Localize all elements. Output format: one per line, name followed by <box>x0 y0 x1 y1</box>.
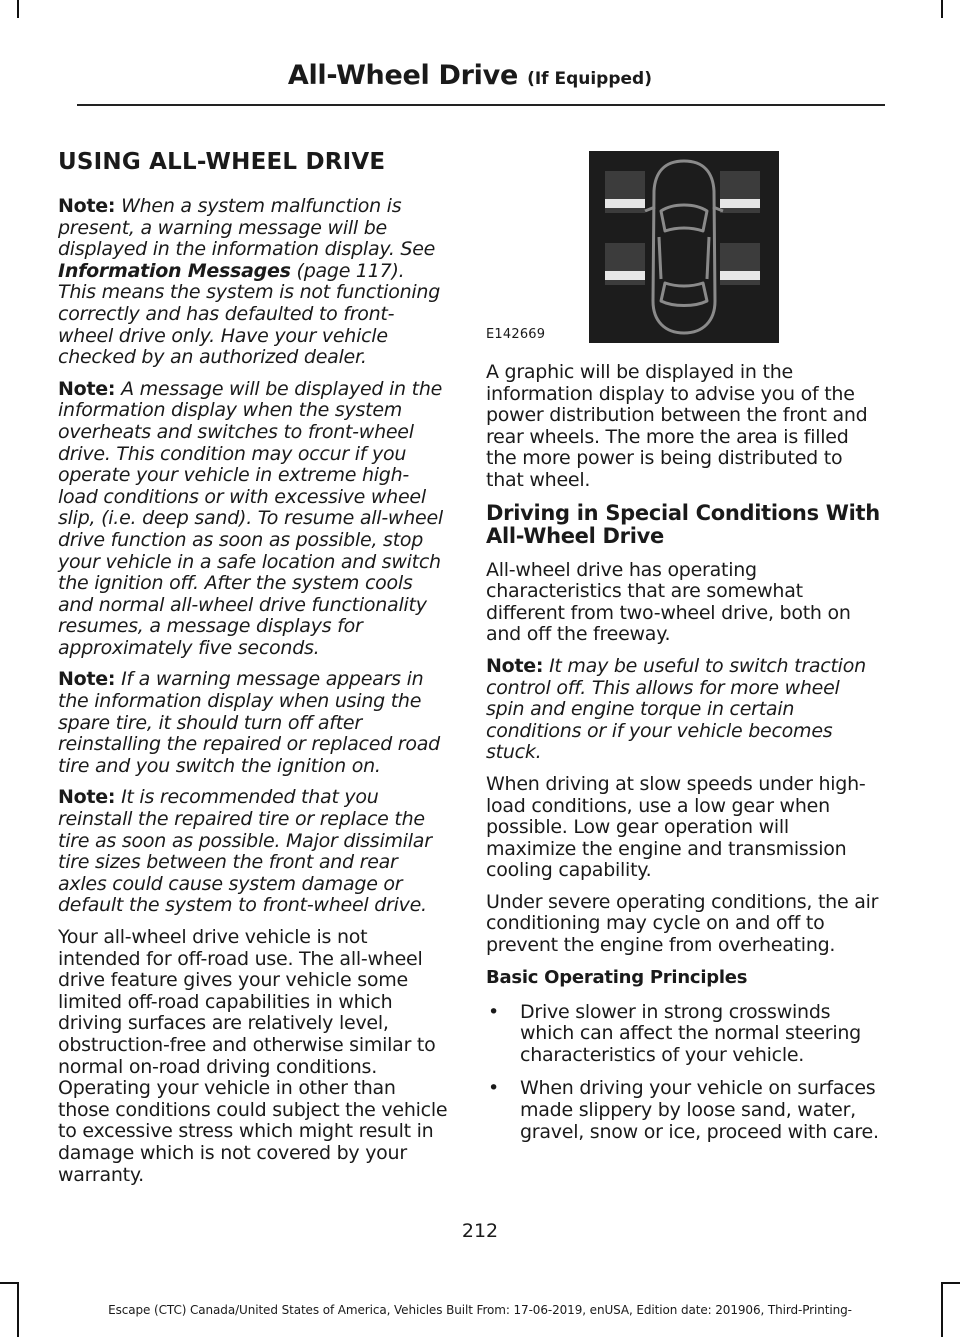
crop-mark-bottom-left-h <box>0 1282 18 1284</box>
principles-list <box>486 1002 880 1144</box>
crop-mark-top-right <box>941 0 943 18</box>
rear-left-wheel-fill <box>605 271 645 280</box>
information-messages-link[interactable]: Information Messages <box>58 259 291 282</box>
note-spare-tire: Note: If a warning message appears in the information display when using the spare tire, it should turn off after reinstalling the repaired or replaced road tire and you switch the ignition on. <box>58 668 440 777</box>
low-gear-paragraph: When driving at slow speeds under high-load conditions, use a low gear when possible. Low gear operation will maximize the engine and transmission cooling capability. <box>486 772 866 882</box>
bullet-icon: • <box>488 1000 499 1023</box>
header-rule <box>77 104 885 106</box>
note-malfunction: Note: When a system malfunction is present, a warning message will be displayed in the information display. See Information Messages (page 117). This means the system is not functioning correctly and has defaulted to front-wheel drive only. Have your vehicle checked by an authorized dealer. <box>58 195 441 369</box>
page-number: 212 <box>461 1220 499 1242</box>
bullet-icon: • <box>488 1077 499 1100</box>
crop-mark-bottom-right-h <box>942 1282 960 1284</box>
graphic-description: A graphic will be displayed in the information display to advise you of the power distribution between the front and rear wheels. The more the area is filled the more power is being distributed to that wheel. <box>486 361 868 491</box>
air-conditioning-paragraph: Under severe operating conditions, the air conditioning may cycle on and off to prevent the engine from overheating. <box>486 890 879 957</box>
figure-id: E142669 <box>486 327 546 343</box>
page-footer: Escape (CTC) Canada/United States of America, Vehicles Built From: 17-06-2019, enUSA, Edition date: 201906, Third-Printing- <box>108 1303 852 1317</box>
special-conditions-heading: Driving in Special Conditions With All-Wheel Drive <box>486 500 880 548</box>
note-overheat: Note: A message will be displayed in the information display when the system overheats and switches to front-wheel drive. This condition may occur if you operate your vehicle in extreme high-load conditions or with excessive wheel slip, (i.e. deep sand). To resume all-wheel drive function as soon as possible, stop your vehicle in a safe location and switch the ignition off. After the system cools and normal all-wheel drive functionality resumes, a message displays for approximately five seconds. <box>58 377 443 659</box>
right-column <box>486 148 880 1155</box>
power-distribution-figure <box>486 148 880 348</box>
rear-right-wheel-fill <box>720 271 760 280</box>
note-reinstall-tire: Note: It is recommended that you reinstall the repaired tire or replace the tire as soon as possible. Major dissimilar tire sizes between the front and rear axles could cause system damage or default the system to front-wheel drive. <box>58 786 432 917</box>
basic-principles-heading: Basic Operating Principles <box>486 966 748 988</box>
note-traction-control: Note: It may be useful to switch traction control off. This allows for more wheel spin and engine torque in certain conditions or if your vehicle becomes stuck. <box>486 654 866 764</box>
front-left-wheel-fill <box>605 199 645 208</box>
list-item: • When driving your vehicle on surfaces made slippery by loose sand, water, gravel, snow or ice, proceed with care. <box>488 1077 879 1143</box>
header-title: All-Wheel Drive <box>287 60 518 91</box>
power-distribution-graphic <box>589 151 779 343</box>
section-heading: USING ALL-WHEEL DRIVE <box>58 149 386 175</box>
awd-characteristics-paragraph: All-wheel drive has operating characteristics that are somewhat different from two-wheel drive, both on and off the freeway. <box>486 558 851 646</box>
off-road-paragraph: Your all-wheel drive vehicle is not intended for off-road use. The all-wheel drive feature gives your vehicle some limited off-road capabilities in which driving surfaces are relatively level, obstruction-free and otherwise similar to normal on-road driving conditions. Operating your vehicle in other than those conditions could subject the vehicle to excessive stress which might result in damage which is not covered by your warranty. <box>58 926 448 1186</box>
front-right-wheel-fill <box>720 199 760 208</box>
page-header <box>288 60 652 91</box>
header-subtitle: (If Equipped) <box>527 69 652 89</box>
list-item: • Drive slower in strong crosswinds which can affect the normal steering characteristics of your vehicle. <box>488 1000 861 1066</box>
left-column <box>58 148 448 1196</box>
crop-mark-top-left <box>17 0 19 18</box>
